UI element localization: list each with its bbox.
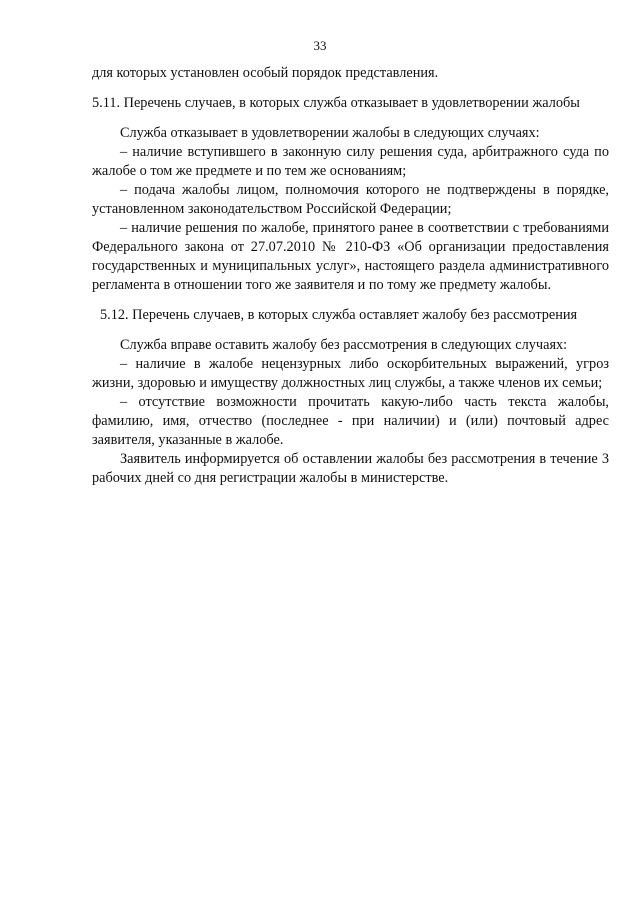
page-number: 33 <box>313 38 327 53</box>
section-5-11-item-1: – наличие вступившего в законную силу решения суда, арбитражного суда по жалобе о том же предмете и по тем же основаниям; <box>92 144 609 179</box>
section-5-11-lead: Служба отказывает в удовлетворении жалобы в следующих случаях: <box>120 125 540 141</box>
document-body <box>92 64 609 488</box>
section-5-12-heading: 5.12. Перечень случаев, в которых служба оставляет жалобу без рассмотрения <box>100 307 578 323</box>
section-5-11-item-2: – подача жалобы лицом, полномочия которого не подтверждены в порядке, установленном законодательством Российской Федерации; <box>92 182 609 217</box>
section-5-12-item-1: – наличие в жалобе нецензурных либо оскорбительных выражений, угроз жизни, здоровью и имуществу должностных лиц службы, а также членов их семьи; <box>92 356 609 391</box>
section-5-11-heading: 5.11. Перечень случаев, в которых служба отказывает в удовлетворении жалобы <box>92 95 580 111</box>
intro-paragraph: для которых установлен особый порядок представления. <box>92 65 439 81</box>
section-5-12-item-2: – отсутствие возможности прочитать какую-либо часть текста жалобы, фамилию, имя, отчество (последнее - при наличии) и (или) почтовый адрес заявителя, указанные в жалобе. <box>92 394 609 448</box>
section-5-12-notice: Заявитель информируется об оставлении жалобы без рассмотрения в течение 3 рабочих дней со дня регистрации жалобы в министерстве. <box>92 451 609 486</box>
section-5-12-lead: Служба вправе оставить жалобу без рассмотрения в следующих случаях: <box>120 337 568 353</box>
section-5-11-item-3: – наличие решения по жалобе, принятого ранее в соответствии с требованиями Федерального закона от 27.07.2010 № 210-ФЗ «Об организации предоставления государственных и муниципальных услуг», настоящего раздела административного регламента в отношении того же заявителя и по тому же предмету жалобы. <box>92 220 609 293</box>
